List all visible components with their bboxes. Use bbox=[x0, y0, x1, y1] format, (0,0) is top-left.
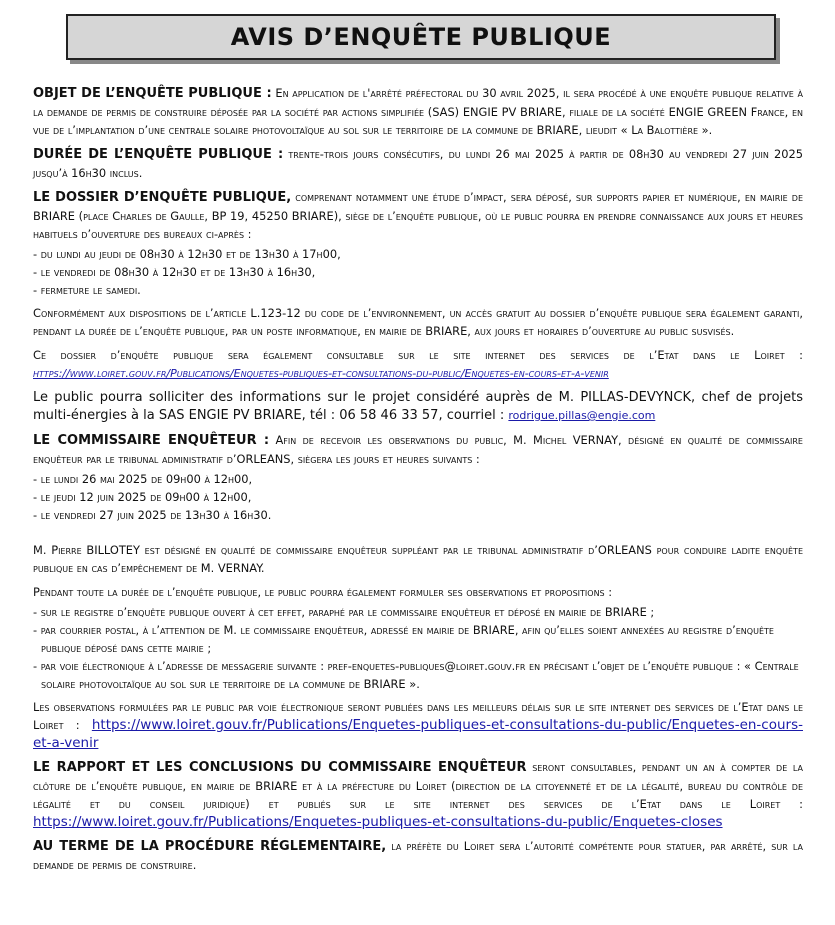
commissaire-text: Afin de recevoir les observations du public, M. Michel VERNAY, désigné en qualité de commissaire enquêteur par le tribunal administratif d’ORLEANS, siègera les jours et heures suivants : bbox=[33, 433, 803, 466]
publication-text: Les observations formulées par le public par voie électronique seront publiées dans les meilleurs délais sur le site internet des services de l’Etat dans le Loiret : bbox=[33, 700, 803, 732]
list-item: - du lundi au jeudi de 08h30 à 12h30 et de 13h30 à 17h00, bbox=[33, 247, 341, 261]
objet-label: OBJET DE L’ENQUÊTE PUBLIQUE : bbox=[33, 86, 272, 101]
publication-link[interactable]: https://www.loiret.gouv.fr/Publications/Enquetes-publiques-et-consultations-du-public/Enquetes-en-cours-et-a-venir bbox=[33, 717, 803, 751]
dossier-section bbox=[33, 188, 803, 243]
spacer bbox=[33, 529, 803, 541]
list-item: - le jeudi 12 juin 2025 de 09h00 à 12h00, bbox=[33, 490, 252, 504]
commissaire-section bbox=[33, 431, 803, 468]
site-paragraph bbox=[33, 346, 803, 383]
terme-label: AU TERME DE LA PROCÉDURE RÉGLEMENTAIRE, bbox=[33, 839, 387, 854]
contact-text: Le public pourra solliciter des informations sur le projet considéré auprès de M. PILLAS-DEVYNCK, chef de projets multi-énergies à la SAS ENGIE PV BRIARE, tél : 06 58 46 33 57, courriel : bbox=[33, 390, 803, 423]
list-item: - par courrier postal, à l’attention de M. le commissaire enquêteur, adressé en mairie de BRIARE, afin qu’elles soient annexées au registre d’enquête publique déposé dans cette mairie ; bbox=[33, 623, 774, 655]
rapport-text: seront consultables, pendant un an à compter de la clôture de l’enquête publique, en mairie de BRIARE et à la préfecture du Loiret (direction de la citoyenneté et de la légalité, bureau du contrôle de légalité et du conseil juridique) et publiés sur le site internet des services de l’Etat dans le Loiret : bbox=[33, 760, 803, 811]
terme-section bbox=[33, 837, 803, 874]
notice-title-box bbox=[66, 14, 776, 60]
observations-intro: Pendant toute la durée de l’enquête publique, le public pourra également formuler ses observations et propositions : bbox=[33, 585, 613, 599]
terme-text: la préfète du Loiret sera l’autorité compétente pour statuer, par arrêté, sur la demande de permis de construire. bbox=[33, 839, 804, 872]
permanences-list bbox=[33, 470, 803, 524]
notice-title: AVIS D’ENQUÊTE PUBLIQUE bbox=[230, 23, 612, 51]
objet-text: En application de l'arrêté préfectoral du 30 avril 2025, il sera procédé à une enquête publique relative à la demande de permis de construire déposée par la société par actions simplifiée (SAS) ENGIE PV BRIARE, filiale de la société ENGIE GREEN France, en vue de l’implantation d’une centrale solaire photovoltaïque au sol sur le territoire de la commune de BRIARE, lieudit « La Balottière ». bbox=[33, 86, 803, 137]
site-text: Ce dossier d’enquête publique sera également consultable sur le site internet des services de l’Etat dans le Loiret : bbox=[33, 348, 803, 362]
list-item: - le vendredi de 08h30 à 12h30 et de 13h30 à 16h30, bbox=[33, 265, 316, 279]
dossier-text: comprenant notamment une étude d’impact, sera déposé, sur supports papier et numérique, en mairie de BRIARE (place Charles de Gaulle, BP 19, 45250 BRIARE), siège de l’enquête publique, où le public pourra en prendre connaissance aux jours et heures habituels d’ouverture des bureaux ci-après : bbox=[33, 190, 803, 241]
acces-paragraph: Conformément aux dispositions de l’article L.123-12 du code de l’environnement, un accès gratuit au dossier d’enquête publique sera également garanti, pendant la durée de l’enquête publique, par un poste informatique, en mairie de BRIARE, aux jours et horaires d’ouverture au public susvisés. bbox=[33, 306, 803, 338]
list-item: - le vendredi 27 juin 2025 de 13h30 à 16h30. bbox=[33, 508, 272, 522]
duree-text: trente-trois jours consécutifs, du lundi 26 mai 2025 à partir de 08h30 au vendredi 27 juin 2025 jusqu’à 16h30 inclus. bbox=[33, 147, 803, 180]
rapport-label: LE RAPPORT ET LES CONCLUSIONS DU COMMISSAIRE ENQUÊTEUR bbox=[33, 760, 527, 775]
contact-email-link[interactable]: rodrigue.pillas@engie.com bbox=[508, 409, 656, 422]
duree-label: DURÉE DE L’ENQUÊTE PUBLIQUE : bbox=[33, 147, 284, 162]
suppleant-paragraph: M. Pierre BILLOTEY est désigné en qualité de commissaire enquêteur suppléant par le tribunal administratif d’ORLEANS pour conduire ladite enquête publique en cas d’empêchement de M. VERNAY. bbox=[33, 543, 803, 575]
site-link[interactable]: https://www.loiret.gouv.fr/Publications/Enquetes-publiques-et-consultations-du-public/Enquetes-en-cours-et-a-venir bbox=[33, 367, 609, 380]
list-item: - fermeture le samedi. bbox=[33, 283, 141, 297]
list-item: - le lundi 26 mai 2025 de 09h00 à 12h00, bbox=[33, 472, 253, 486]
notice-body bbox=[33, 84, 803, 880]
publication-paragraph bbox=[33, 698, 803, 752]
rapport-link[interactable]: https://www.loiret.gouv.fr/Publications/Enquetes-publiques-et-consultations-du-public/Enquetes-closes bbox=[33, 814, 723, 830]
contact-paragraph bbox=[33, 389, 803, 425]
observations-list bbox=[33, 603, 803, 693]
opening-hours-list bbox=[33, 245, 803, 299]
rapport-section bbox=[33, 758, 803, 831]
commissaire-label: LE COMMISSAIRE ENQUÊTEUR : bbox=[33, 433, 270, 448]
duree-section bbox=[33, 145, 803, 182]
list-item: - sur le registre d’enquête publique ouvert à cet effet, paraphé par le commissaire enquêteur et déposé en mairie de BRIARE ; bbox=[33, 605, 655, 619]
objet-section bbox=[33, 84, 803, 139]
dossier-label: LE DOSSIER D’ENQUÊTE PUBLIQUE, bbox=[33, 190, 292, 205]
list-item: - par voie électronique à l’adresse de messagerie suivante : pref-enquetes-publiques@loiret.gouv.fr en précisant l’objet de l’enquête publique : « Centrale solaire photovoltaïque au sol sur le territoire de la commune de BRIARE ». bbox=[33, 659, 799, 691]
